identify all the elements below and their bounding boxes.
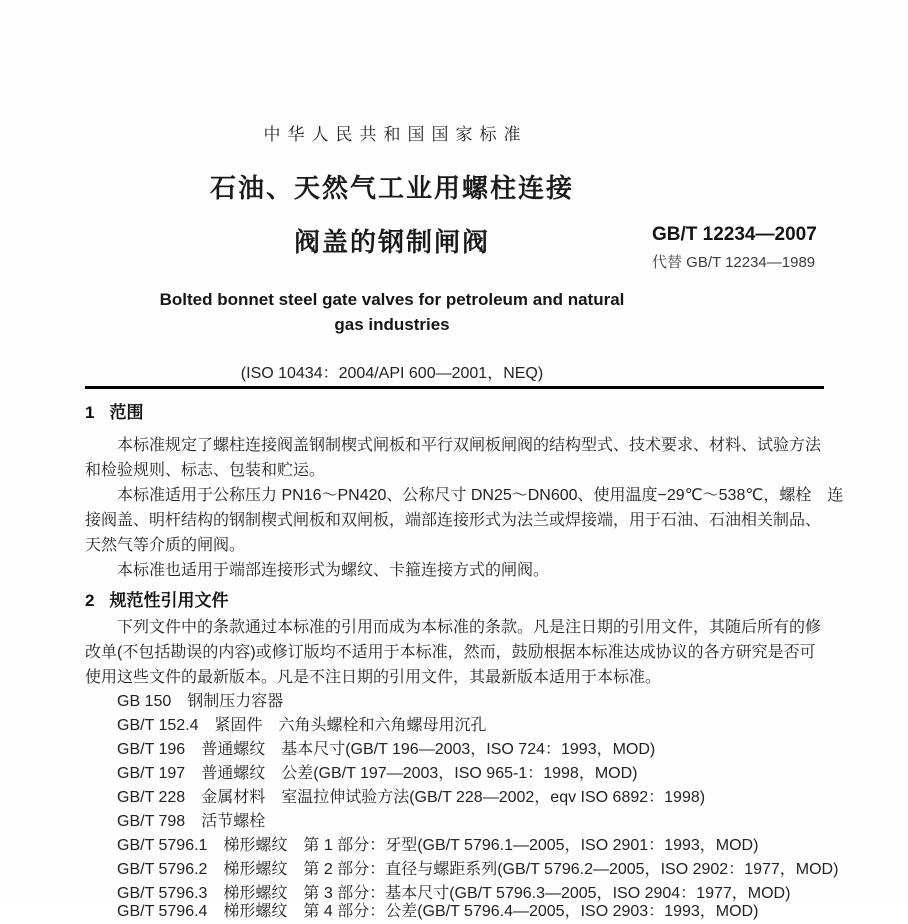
reference-item: GB/T 5796.2 梯形螺纹 第 2 部分：直径与螺距系列(GB/T 5796.2—2005，ISO 2902：1977，MOD) <box>117 861 839 878</box>
header-divider-rule <box>85 386 824 389</box>
body-line: 本标准规定了螺柱连接阀盖钢制楔式闸板和平行双闸板闸阀的结构型式、技术要求、材料、试验方法 <box>117 437 822 454</box>
reference-item-clipped: GB/T 5796.4 梯形螺纹 第 4 部分：公差(GB/T 5796.4—2005，ISO 2903：1993，MOD) <box>117 903 759 920</box>
reference-item: GB 150 钢制压力容器 <box>117 693 284 710</box>
reference-item: GB/T 5796.3 梯形螺纹 第 3 部分：基本尺寸(GB/T 5796.3—2005，ISO 2904：1977，MOD) <box>117 885 791 902</box>
english-title-line2: gas industries <box>334 315 450 334</box>
body-line: 本标准也适用于端部连接形式为螺纹、卡箍连接方式的闸阀。 <box>117 562 550 579</box>
standard-number: GB/T 12234—2007 <box>652 224 817 245</box>
normative-references-list <box>85 690 845 906</box>
body-line: 下列文件中的条款通过本标准的引用而成为本标准的条款。凡是注日期的引用文件，其随后所有的修 <box>117 619 822 636</box>
body-line: 改单(不包括勘误的内容)或修订版均不适用于本标准，然而，鼓励根据本标准达成协议的各方研究是否可 <box>85 644 816 661</box>
body-line: 天然气等介质的闸阀。 <box>85 537 246 554</box>
section-heading-normative-references <box>85 586 228 611</box>
reference-item: GB/T 197 普通螺纹 公差(GB/T 197—2003，ISO 965-1：1998，MOD) <box>117 765 638 782</box>
reference-item: GB/T 5796.1 梯形螺纹 第 1 部分：牙型(GB/T 5796.1—2005，ISO 2901：1993，MOD) <box>117 837 759 854</box>
section-title: 范围 <box>109 403 144 422</box>
english-title-line1: Bolted bonnet steel gate valves for petroleum and natural <box>159 290 625 309</box>
body-line: 使用这些文件的最新版本。凡是不注日期的引用文件，其最新版本适用于本标准。 <box>85 669 662 686</box>
english-title <box>85 287 699 337</box>
section-number: 2 <box>85 591 95 610</box>
reference-item: GB/T 228 金属材料 室温拉伸试验方法(GB/T 228—2002，eqv ISO 6892：1998) <box>117 789 706 806</box>
reference-item: GB/T 798 活节螺栓 <box>117 813 266 830</box>
iso-correspondence-note: (ISO 10434：2004/API 600—2001，NEQ) <box>240 365 544 382</box>
document-title-line2: 阀盖的钢制闸阀 <box>293 227 490 257</box>
section-title: 规范性引用文件 <box>109 591 229 610</box>
national-standard-label: 中华人民共和国国家标准 <box>263 125 528 144</box>
reference-item: GB/T 152.4 紧固件 六角头螺栓和六角螺母用沉孔 <box>117 717 487 734</box>
section-number: 1 <box>85 403 95 422</box>
standard-number-block <box>652 224 817 272</box>
body-line: 和检验规则、标志、包装和贮运。 <box>85 462 326 479</box>
replaced-standard-note: 代替 GB/T 12234—1989 <box>652 254 816 271</box>
body-line: 接阀盖、明杆结构的钢制楔式闸板和双闸板，端部连接形式为法兰或焊接端，用于石油、石油相关制品、 <box>85 512 822 529</box>
body-line: 本标准适用于公称压力 PN16～PN420、公称尺寸 DN25～DN600、使用温度−29℃～538℃，螺栓 连 <box>117 487 844 504</box>
normative-references-intro <box>85 615 845 690</box>
section-heading-scope <box>85 398 143 423</box>
reference-item: GB/T 196 普通螺纹 基本尺寸(GB/T 196—2003，ISO 724：1993，MOD) <box>117 741 656 758</box>
document-title-line1: 石油、天然气工业用螺柱连接 <box>209 173 574 203</box>
scope-paragraphs <box>85 433 845 583</box>
